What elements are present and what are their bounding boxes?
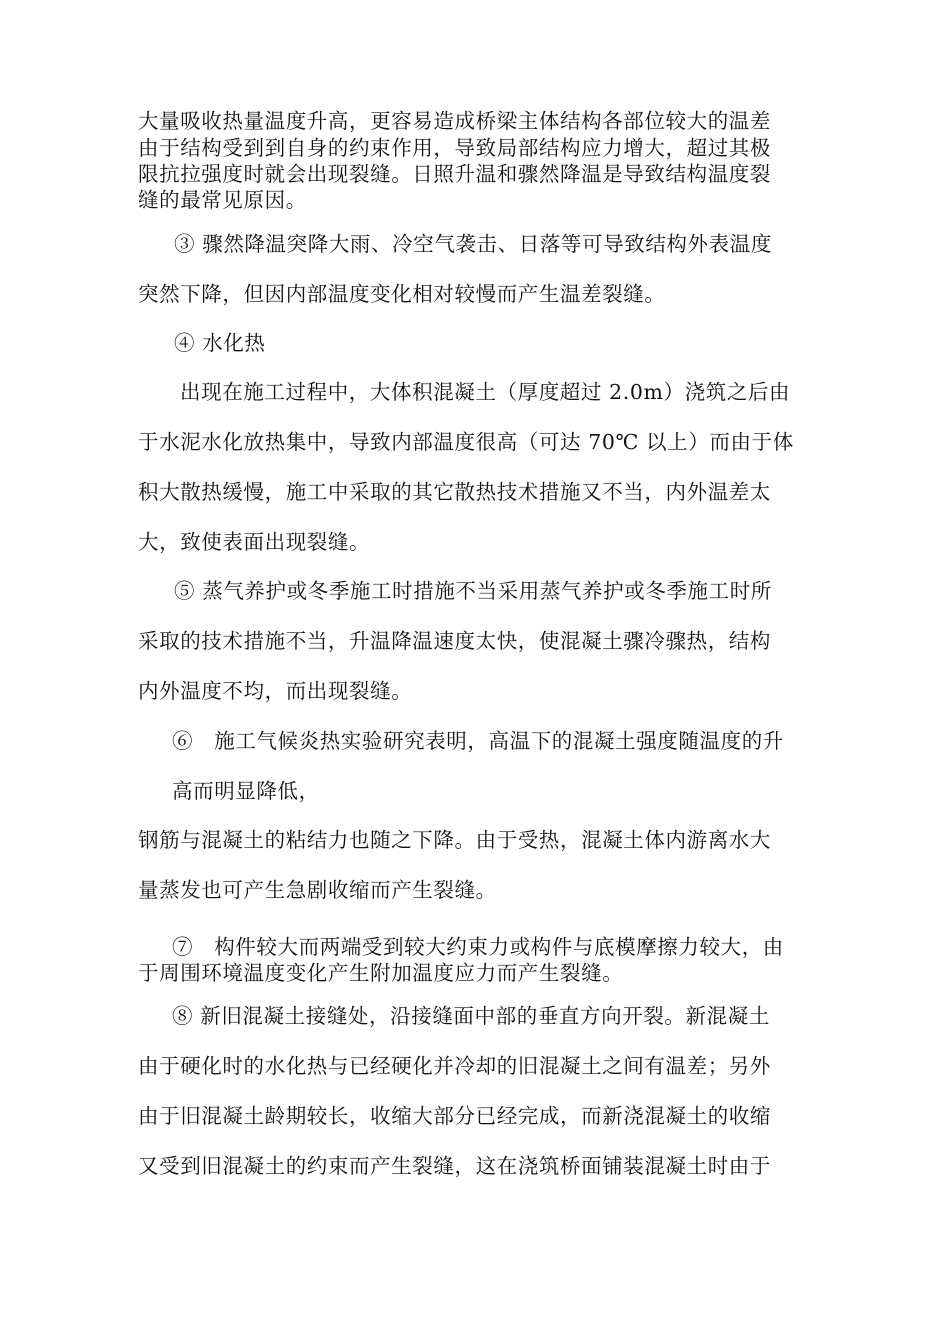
text-line: 于水泥水化放热集中，导致内部温度很高（可达 70℃ 以上）而由于体 [138, 430, 794, 454]
text-line: 大，致使表面出现裂缝。 [138, 530, 371, 554]
text-line: ⑤ 蒸气养护或冬季施工时措施不当采用蒸气养护或冬季施工时所 [174, 579, 772, 603]
text-line: 钢筋与混凝土的粘结力也随之下降。由于受热，混凝土体内游离水大 [138, 828, 771, 852]
text-line: 由于结构受到到自身的约束作用，导致局部结构应力增大，超过其极 [138, 136, 771, 160]
text-line: 高而明显降低， [172, 779, 320, 803]
text-line: 由于硬化时的水化热与已经硬化并冷却的旧混凝土之间有温差；另外 [138, 1054, 771, 1078]
text-line: 积大散热缓慢，施工中采取的其它散热技术措施又不当，内外温差太 [138, 480, 771, 504]
text-line: ⑦ 构件较大而两端受到较大约束力或构件与底模摩擦力较大，由 [172, 935, 784, 959]
text-line: 又受到旧混凝土的约束而产生裂缝，这在浇筑桥面铺装混凝土时由于 [138, 1154, 771, 1178]
text-line: 于周围环境温度变化产生附加温度应力而产生裂缝。 [138, 961, 624, 985]
text-line: 大量吸收热量温度升高，更容易造成桥梁主体结构各部位较大的温差 [138, 109, 771, 133]
text-line: 量蒸发也可产生急剧收缩而产生裂缝。 [138, 878, 497, 902]
text-line: 内外温度不均，而出现裂缝。 [138, 679, 413, 703]
text-line: 突然下降，但因内部温度变化相对较慢而产生温差裂缝。 [138, 282, 666, 306]
text-line: ⑥ 施工气候炎热实验研究表明，高温下的混凝土强度随温度的升 [172, 729, 784, 753]
text-line: ⑧ 新旧混凝土接缝处，沿接缝面中部的垂直方向开裂。新混凝土 [172, 1004, 770, 1028]
text-line: 出现在施工过程中，大体积混凝土（厚度超过 2.0m）浇筑之后由 [180, 380, 791, 404]
text-line: 由于旧混凝土龄期较长，收缩大部分已经完成，而新浇混凝土的收缩 [138, 1104, 771, 1128]
text-line: ③ 骤然降温突降大雨、冷空气袭击、日落等可导致结构外表温度 [174, 232, 772, 256]
text-line: ④ 水化热 [174, 331, 266, 355]
text-line: 限抗拉强度时就会出现裂缝。日照升温和骤然降温是导致结构温度裂 [138, 162, 771, 186]
text-line: 采取的技术措施不当，升温降温速度太快，使混凝土骤冷骤热，结构 [138, 629, 771, 653]
text-line: 缝的最常见原因。 [138, 188, 307, 212]
